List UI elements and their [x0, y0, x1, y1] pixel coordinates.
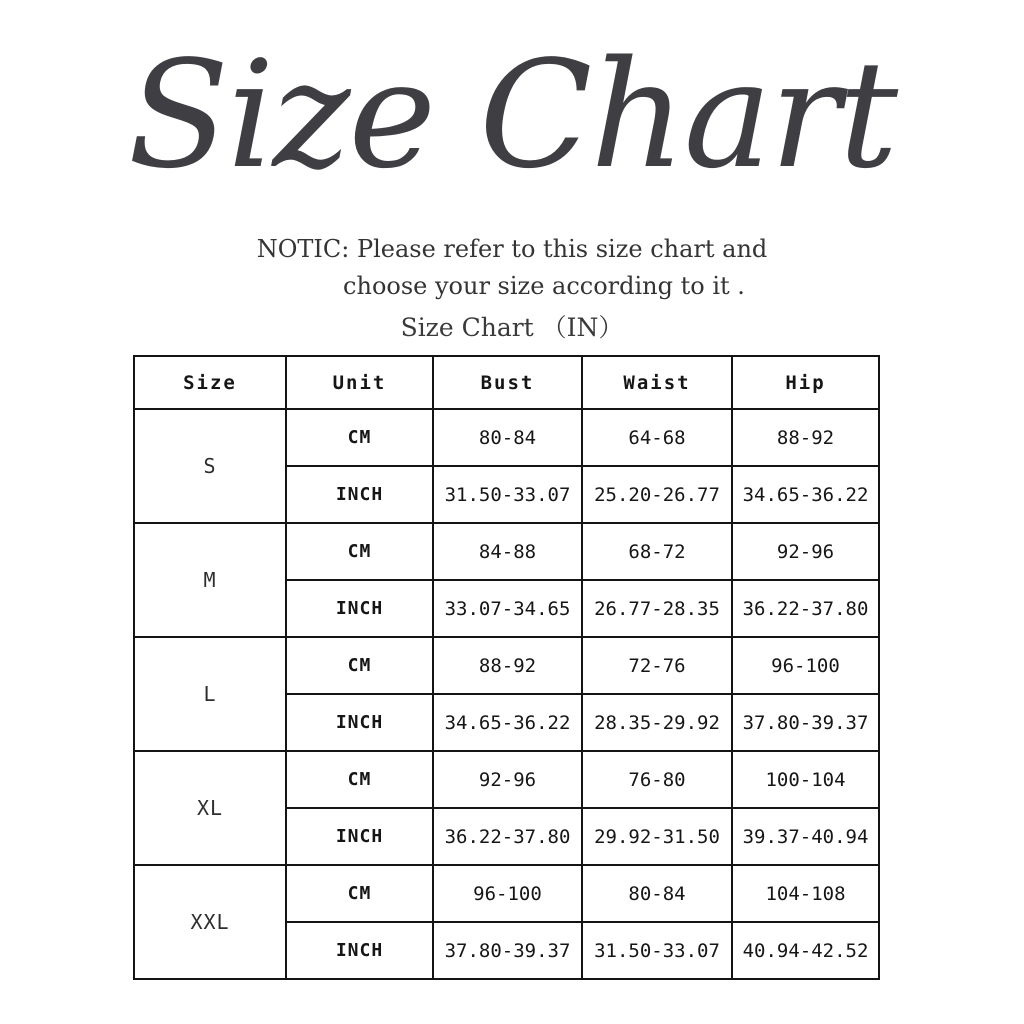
bust-value: 80-84: [433, 409, 582, 466]
bust-value: 31.50-33.07: [433, 466, 582, 523]
size-chart-table: [133, 355, 880, 980]
unit-cell: CM: [286, 751, 433, 808]
size-cell-s: S: [134, 409, 286, 523]
page-title: Size Chart: [127, 29, 897, 201]
hip-value: 92-96: [732, 523, 879, 580]
bust-value: 92-96: [433, 751, 582, 808]
unit-cell: INCH: [286, 922, 433, 979]
header-bust: Bust: [433, 356, 582, 409]
table-header-row: [134, 356, 879, 409]
notice-text: [0, 231, 1024, 305]
hip-value: 104-108: [732, 865, 879, 922]
table-row: [134, 637, 879, 694]
table-row: [134, 865, 879, 922]
bust-value: 84-88: [433, 523, 582, 580]
header-waist: Waist: [582, 356, 732, 409]
hip-value: 96-100: [732, 637, 879, 694]
waist-value: 72-76: [582, 637, 732, 694]
size-cell-xl: XL: [134, 751, 286, 865]
table-subtitle: Size Chart （IN）: [400, 313, 624, 342]
waist-value: 25.20-26.77: [582, 466, 732, 523]
size-cell-m: M: [134, 523, 286, 637]
waist-value: 68-72: [582, 523, 732, 580]
unit-cell: INCH: [286, 694, 433, 751]
size-cell-l: L: [134, 637, 286, 751]
hip-value: 37.80-39.37: [732, 694, 879, 751]
waist-value: 26.77-28.35: [582, 580, 732, 637]
hip-value: 100-104: [732, 751, 879, 808]
table-row: [134, 751, 879, 808]
unit-cell: CM: [286, 637, 433, 694]
unit-cell: INCH: [286, 808, 433, 865]
header-unit: Unit: [286, 356, 433, 409]
notice-line-1: NOTIC: Please refer to this size chart and: [256, 235, 768, 263]
waist-value: 28.35-29.92: [582, 694, 732, 751]
hip-value: 88-92: [732, 409, 879, 466]
bust-value: 36.22-37.80: [433, 808, 582, 865]
waist-value: 64-68: [582, 409, 732, 466]
waist-value: 76-80: [582, 751, 732, 808]
unit-cell: INCH: [286, 580, 433, 637]
bust-value: 33.07-34.65: [433, 580, 582, 637]
notice-line-2: choose your size according to it .: [343, 272, 745, 300]
unit-cell: CM: [286, 523, 433, 580]
hip-value: 34.65-36.22: [732, 466, 879, 523]
hip-value: 40.94-42.52: [732, 922, 879, 979]
bust-value: 34.65-36.22: [433, 694, 582, 751]
header-hip: Hip: [732, 356, 879, 409]
unit-cell: CM: [286, 865, 433, 922]
table-row: [134, 409, 879, 466]
size-cell-xxl: XXL: [134, 865, 286, 979]
hip-value: 39.37-40.94: [732, 808, 879, 865]
bust-value: 37.80-39.37: [433, 922, 582, 979]
hip-value: 36.22-37.80: [732, 580, 879, 637]
table-row: [134, 523, 879, 580]
waist-value: 80-84: [582, 865, 732, 922]
unit-cell: CM: [286, 409, 433, 466]
bust-value: 96-100: [433, 865, 582, 922]
unit-cell: INCH: [286, 466, 433, 523]
bust-value: 88-92: [433, 637, 582, 694]
header-size: Size: [134, 356, 286, 409]
waist-value: 29.92-31.50: [582, 808, 732, 865]
waist-value: 31.50-33.07: [582, 922, 732, 979]
